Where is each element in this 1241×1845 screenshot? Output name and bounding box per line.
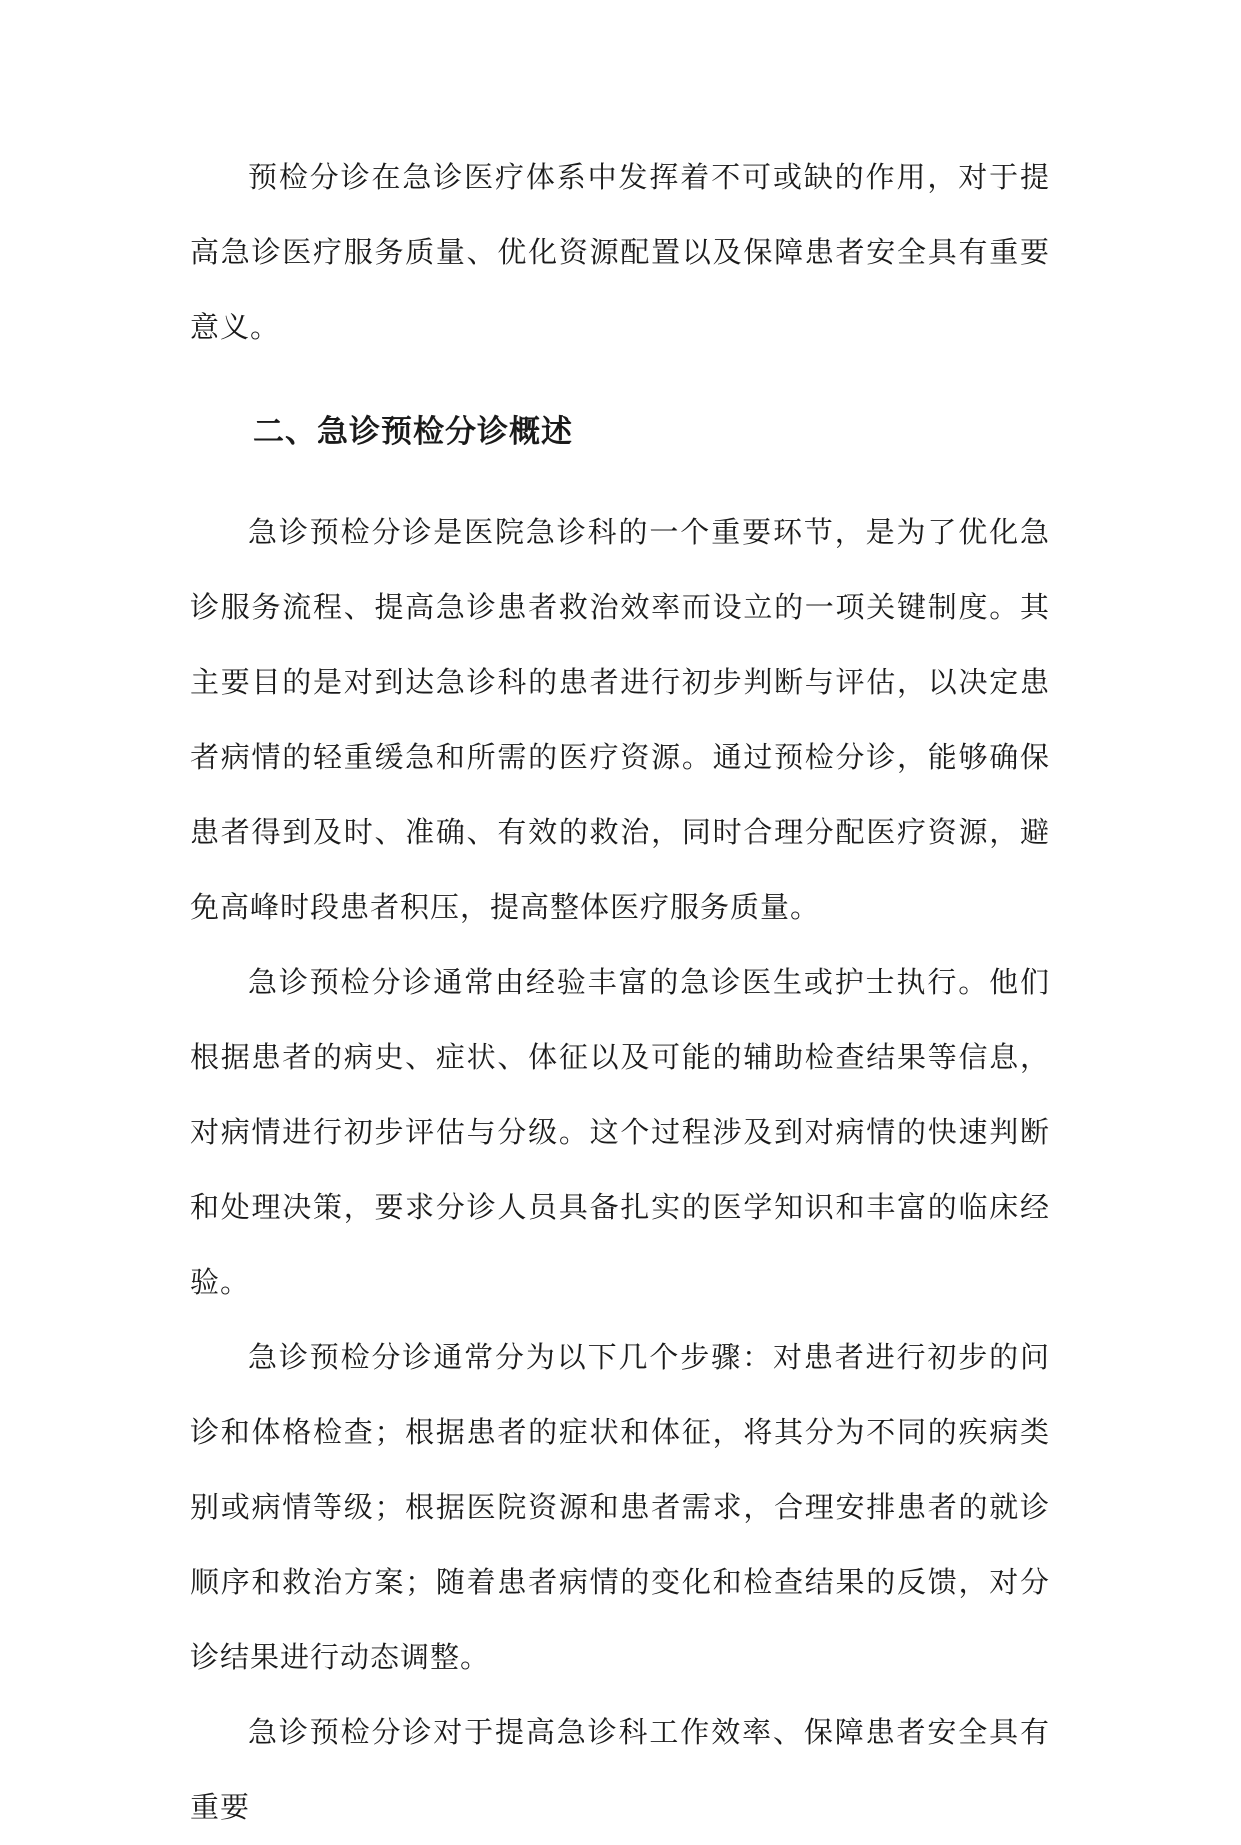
- document-body: [190, 140, 1050, 1845]
- paragraph-steps: 急诊预检分诊通常分为以下几个步骤：对患者进行初步的问诊和体格检查；根据患者的症状和体征，将其分为不同的疾病类别或病情等级；根据医院资源和患者需求，合理安排患者的就诊顺序和救治方案；随着患者病情的变化和检查结果的反馈，对分诊结果进行动态调整。: [190, 1340, 1050, 1674]
- section-heading: 二、急诊预检分诊概述: [253, 414, 573, 450]
- paragraph-importance: 急诊预检分诊对于提高急诊科工作效率、保障患者安全具有重要: [190, 1715, 1050, 1824]
- paragraph-personnel: 急诊预检分诊通常由经验丰富的急诊医生或护士执行。他们根据患者的病史、症状、体征以及可能的辅助检查结果等信息，对病情进行初步评估与分级。这个过程涉及到对病情的快速判断和处理决策，要求分诊人员具备扎实的医学知识和丰富的临床经验。: [190, 965, 1050, 1299]
- paragraph-overview: 急诊预检分诊是医院急诊科的一个重要环节，是为了优化急诊服务流程、提高急诊患者救治效率而设立的一项关键制度。其主要目的是对到达急诊科的患者进行初步判断与评估，以决定患者病情的轻重缓急和所需的医疗资源。通过预检分诊，能够确保患者得到及时、准确、有效的救治，同时合理分配医疗资源，避免高峰时段患者积压，提高整体医疗服务质量。: [190, 515, 1050, 924]
- paragraph-intro: 预检分诊在急诊医疗体系中发挥着不可或缺的作用，对于提高急诊医疗服务质量、优化资源配置以及保障患者安全具有重要意义。: [190, 160, 1050, 344]
